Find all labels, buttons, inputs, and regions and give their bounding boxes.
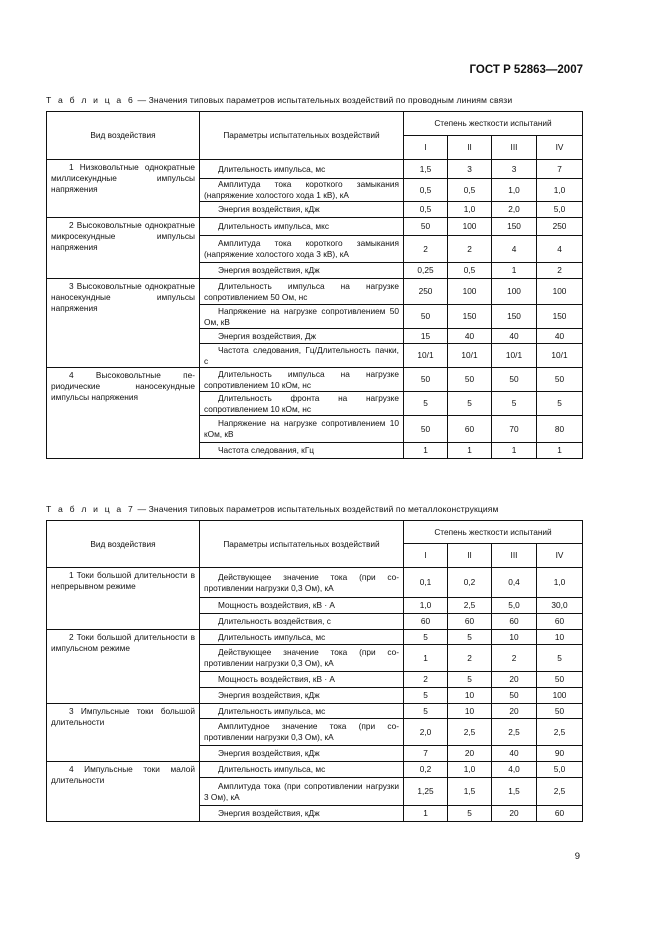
column-header-params: Параметры испытательных воздействий: [200, 112, 404, 160]
parameter-label: Амплитудное значение тока (при сопротивлении нагрузки 0,3 Ом), кА: [204, 721, 399, 742]
parameter-label: Энергия воздействия, Дж: [218, 330, 317, 341]
value-cell: 50: [404, 368, 448, 392]
parameter-label: Мощность воздействия, кВ · А: [218, 674, 335, 684]
impact-kind-label: 4 Импульсные токи малой длительности: [51, 764, 195, 785]
table7: [46, 520, 583, 822]
impact-kind-label: 1 Токи большой длительности в непрерывном режиме: [51, 570, 195, 591]
parameter-label: Длительность воздействия, с: [218, 616, 331, 626]
value-cell: 50: [448, 368, 492, 392]
value-cell: 10/1: [537, 344, 583, 368]
parameter-cell: [200, 645, 404, 672]
column-header-level: I: [404, 136, 448, 160]
value-cell: 10: [448, 688, 492, 704]
parameter-label: Напряжение на нагрузке сопротивлением 10 кОм, кВ: [204, 418, 399, 439]
value-cell: 0,1: [404, 568, 448, 598]
parameter-cell: [200, 672, 404, 688]
value-cell: 40: [448, 329, 492, 344]
parameter-label: Напряжение на нагрузке сопротивлением 50 Ом, кВ: [204, 305, 399, 327]
parameter-label: Амплитуда тока короткого замыкания (напряжение холостого хода 3 кВ), кА: [204, 238, 399, 259]
value-cell: 100: [492, 279, 537, 305]
value-cell: 4: [492, 236, 537, 263]
value-cell: 70: [492, 416, 537, 443]
table-header-row: [47, 521, 583, 544]
table-row: [47, 279, 583, 305]
value-cell: 5: [492, 392, 537, 416]
parameter-cell: [200, 614, 404, 630]
impact-kind-cell: [47, 762, 200, 822]
value-cell: 60: [537, 806, 583, 822]
parameter-label: Действующее значение тока (при сопротивлении нагрузки 0,3 Ом), кА: [204, 571, 399, 593]
impact-kind-cell: [47, 160, 200, 218]
value-cell: 150: [492, 218, 537, 236]
value-cell: 5: [404, 704, 448, 719]
value-cell: 0,2: [404, 762, 448, 778]
parameter-cell: [200, 218, 404, 236]
value-cell: 1: [537, 443, 583, 459]
impact-kind-label: 1 Низковольтные однократные миллисекундные импульсы напряжения: [51, 162, 195, 194]
value-cell: 5: [404, 688, 448, 704]
page-number: 9: [574, 851, 580, 862]
parameter-label: Энергия воздействия, кДж: [218, 748, 320, 758]
parameter-label: Длительность импульса, мс: [218, 705, 326, 716]
value-cell: 5,0: [537, 202, 583, 218]
value-cell: 5,0: [492, 598, 537, 614]
parameter-cell: [200, 443, 404, 459]
impact-kind-cell: [47, 279, 200, 368]
value-cell: 1: [492, 443, 537, 459]
table6: [46, 111, 583, 459]
parameter-label: Амплитуда тока (при сопротивлении нагрузки 3 Ом), кА: [204, 780, 399, 802]
value-cell: 20: [448, 746, 492, 762]
table-header-row: [47, 112, 583, 136]
column-header-level: III: [492, 136, 537, 160]
value-cell: 1,0: [448, 762, 492, 778]
value-cell: 40: [492, 746, 537, 762]
parameter-cell: [200, 236, 404, 263]
column-header-level: I: [404, 544, 448, 568]
parameter-label: Энергия воздействия, кДж: [218, 204, 320, 214]
value-cell: 50: [537, 368, 583, 392]
impact-kind-cell: [47, 218, 200, 279]
parameter-label: Энергия воздействия, кДж: [218, 808, 320, 818]
value-cell: 30,0: [537, 598, 583, 614]
table6-caption-text: — Значения типовых параметров испытательных воздействий по проводным линиям связи: [134, 95, 513, 105]
value-cell: 1,0: [492, 179, 537, 202]
column-header-params: Параметры испытательных воздействий: [200, 521, 404, 568]
value-cell: 1: [404, 645, 448, 672]
value-cell: 1,5: [448, 778, 492, 806]
standard-designation: ГОСТ Р 52863—2007: [469, 64, 583, 76]
table-row: [47, 218, 583, 236]
value-cell: 1,0: [448, 202, 492, 218]
parameter-label: Длительность импульса, мкс: [218, 221, 329, 231]
table6-caption-prefix: Т а б л и ц а 6: [46, 95, 135, 105]
value-cell: 0,5: [404, 202, 448, 218]
value-cell: 40: [492, 329, 537, 344]
value-cell: 15: [404, 329, 448, 344]
impact-kind-label: 2 Высоковольтные однократные микросекундные импульсы напряжения: [51, 220, 195, 252]
table-row: [47, 368, 583, 392]
value-cell: 150: [492, 305, 537, 329]
value-cell: 50: [537, 704, 583, 719]
value-cell: 7: [537, 160, 583, 179]
column-header-degree: Степень жесткости испытаний: [404, 112, 583, 136]
value-cell: 3: [492, 160, 537, 179]
value-cell: 1: [492, 263, 537, 279]
value-cell: 2: [492, 645, 537, 672]
value-cell: 50: [404, 218, 448, 236]
table-row: [47, 568, 583, 598]
table-row: [47, 762, 583, 778]
value-cell: 50: [492, 368, 537, 392]
parameter-label: Частота следования, Гц/Длительность пачки, с: [204, 344, 399, 366]
value-cell: 5: [537, 645, 583, 672]
parameter-cell: [200, 778, 404, 806]
value-cell: 100: [448, 218, 492, 236]
table-row: [47, 704, 583, 719]
impact-kind-label: 3 Высоковольтные однократные наносекундные импульсы напряжения: [51, 281, 195, 313]
value-cell: 250: [404, 279, 448, 305]
value-cell: 0,5: [448, 263, 492, 279]
column-header-level: II: [448, 136, 492, 160]
value-cell: 5: [448, 806, 492, 822]
value-cell: 2: [448, 236, 492, 263]
parameter-cell: [200, 263, 404, 279]
parameter-cell: [200, 416, 404, 443]
value-cell: 1: [404, 443, 448, 459]
parameter-label: Действующее значение тока (при сопротивлении нагрузки 0,3 Ом), кА: [204, 647, 399, 668]
parameter-cell: [200, 806, 404, 822]
parameter-label: Длительность импульса, мс: [218, 163, 326, 174]
parameter-cell: [200, 392, 404, 416]
value-cell: 80: [537, 416, 583, 443]
parameter-label: Длительность импульса на нагрузке сопротивлением 10 кОм, нс: [204, 368, 399, 390]
parameter-label: Длительность фронта на нагрузке сопротивлением 10 кОм, нс: [204, 392, 399, 414]
parameter-cell: [200, 368, 404, 392]
value-cell: 250: [537, 218, 583, 236]
value-cell: 5: [404, 630, 448, 645]
value-cell: 20: [492, 672, 537, 688]
column-header-degree: Степень жесткости испытаний: [404, 521, 583, 544]
value-cell: 50: [537, 672, 583, 688]
table7-caption: [46, 504, 499, 514]
parameter-cell: [200, 344, 404, 368]
value-cell: 10: [537, 630, 583, 645]
impact-kind-cell: [47, 368, 200, 459]
impact-kind-label: 4 Высоковольтные периодические наносекундные импульсы напряжения: [51, 370, 195, 402]
parameter-label: Энергия воздействия, кДж: [218, 690, 320, 700]
column-header-level: IV: [537, 544, 583, 568]
value-cell: 1,25: [404, 778, 448, 806]
value-cell: 150: [448, 305, 492, 329]
value-cell: 2: [404, 672, 448, 688]
value-cell: 3: [448, 160, 492, 179]
parameter-label: Мощность воздействия, кВ · А: [218, 600, 335, 610]
value-cell: 1: [448, 443, 492, 459]
table7-caption-prefix: Т а б л и ц а 7: [46, 504, 135, 514]
value-cell: 60: [448, 416, 492, 443]
value-cell: 10/1: [404, 344, 448, 368]
value-cell: 10/1: [492, 344, 537, 368]
value-cell: 60: [448, 614, 492, 630]
value-cell: 100: [537, 279, 583, 305]
impact-kind-label: 2 Токи большой длительности в импульсном режиме: [51, 632, 195, 653]
value-cell: 0,5: [404, 179, 448, 202]
value-cell: 1,5: [404, 160, 448, 179]
column-header-kind: Вид воздействия: [47, 521, 200, 568]
parameter-cell: [200, 305, 404, 329]
table-row: [47, 160, 583, 179]
value-cell: 10: [492, 630, 537, 645]
value-cell: 10: [448, 704, 492, 719]
parameter-cell: [200, 160, 404, 179]
parameter-cell: [200, 279, 404, 305]
value-cell: 60: [492, 614, 537, 630]
parameter-cell: [200, 688, 404, 704]
value-cell: 1: [404, 806, 448, 822]
value-cell: 50: [492, 688, 537, 704]
value-cell: 2,5: [448, 719, 492, 746]
parameter-cell: [200, 762, 404, 778]
value-cell: 5: [448, 392, 492, 416]
value-cell: 50: [404, 416, 448, 443]
parameter-label: Частота следования, кГц: [218, 445, 315, 455]
value-cell: 20: [492, 806, 537, 822]
value-cell: 1,5: [492, 778, 537, 806]
parameter-label: Длительность импульса, мс: [218, 631, 326, 642]
value-cell: 2,5: [537, 778, 583, 806]
value-cell: 60: [537, 614, 583, 630]
table6-caption: [46, 95, 512, 105]
parameter-cell: [200, 598, 404, 614]
value-cell: 5,0: [537, 762, 583, 778]
value-cell: 0,25: [404, 263, 448, 279]
value-cell: 2,0: [404, 719, 448, 746]
value-cell: 2: [537, 263, 583, 279]
impact-kind-cell: [47, 630, 200, 704]
value-cell: 90: [537, 746, 583, 762]
value-cell: 2,5: [448, 598, 492, 614]
value-cell: 20: [492, 704, 537, 719]
value-cell: 150: [537, 305, 583, 329]
value-cell: 2,5: [492, 719, 537, 746]
value-cell: 100: [537, 688, 583, 704]
parameter-cell: [200, 202, 404, 218]
column-header-level: II: [448, 544, 492, 568]
value-cell: 10/1: [448, 344, 492, 368]
value-cell: 1,0: [537, 568, 583, 598]
value-cell: 50: [404, 305, 448, 329]
parameter-cell: [200, 329, 404, 344]
column-header-level: III: [492, 544, 537, 568]
parameter-cell: [200, 179, 404, 202]
value-cell: 2,0: [492, 202, 537, 218]
parameter-cell: [200, 704, 404, 719]
value-cell: 7: [404, 746, 448, 762]
parameter-label: Энергия воздействия, кДж: [218, 265, 320, 275]
column-header-kind: Вид воздействия: [47, 112, 200, 160]
value-cell: 2,5: [537, 719, 583, 746]
parameter-cell: [200, 719, 404, 746]
value-cell: 5: [448, 672, 492, 688]
value-cell: 2: [404, 236, 448, 263]
table-row: [47, 630, 583, 645]
value-cell: 4: [537, 236, 583, 263]
value-cell: 100: [448, 279, 492, 305]
value-cell: 60: [404, 614, 448, 630]
value-cell: 2: [448, 645, 492, 672]
parameter-label: Длительность импульса, мс: [218, 764, 326, 774]
value-cell: 5: [448, 630, 492, 645]
impact-kind-cell: [47, 704, 200, 762]
value-cell: 0,5: [448, 179, 492, 202]
impact-kind-label: 3 Импульсные токи большой длительности: [51, 706, 195, 727]
value-cell: 40: [537, 329, 583, 344]
impact-kind-cell: [47, 568, 200, 630]
value-cell: 0,4: [492, 568, 537, 598]
value-cell: 5: [404, 392, 448, 416]
parameter-cell: [200, 630, 404, 645]
value-cell: 1,0: [537, 179, 583, 202]
parameter-label: Амплитуда тока короткого замыкания (напряжение холостого хода 1 кВ), кА: [204, 179, 399, 200]
parameter-label: Длительность импульса на нагрузке сопротивлением 50 Ом, нс: [204, 280, 399, 302]
column-header-level: IV: [537, 136, 583, 160]
value-cell: 1,0: [404, 598, 448, 614]
value-cell: 5: [537, 392, 583, 416]
value-cell: 0,2: [448, 568, 492, 598]
parameter-cell: [200, 568, 404, 598]
parameter-cell: [200, 746, 404, 762]
value-cell: 4,0: [492, 762, 537, 778]
table7-caption-text: — Значения типовых параметров испытательных воздействий по металлоконструкциям: [134, 504, 499, 514]
